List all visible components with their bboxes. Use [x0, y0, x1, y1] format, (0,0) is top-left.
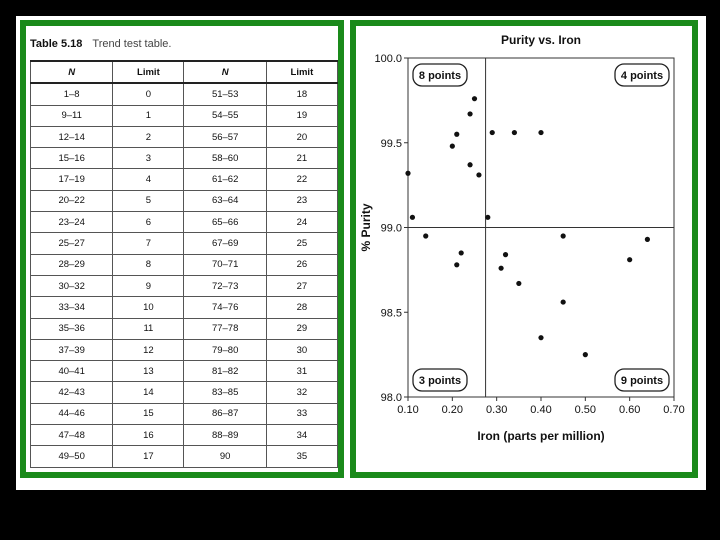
data-point — [561, 299, 566, 304]
data-point — [454, 132, 459, 137]
table-row — [31, 275, 338, 296]
data-point — [645, 237, 650, 242]
cell-n-1: 49–50 — [31, 446, 113, 467]
trend-test-table — [30, 60, 338, 468]
cell-limit-1: 17 — [113, 446, 184, 467]
cell-n-1: 15–16 — [31, 148, 113, 169]
cell-n-1: 17–19 — [31, 169, 113, 190]
cell-limit-1: 0 — [113, 83, 184, 105]
cell-limit-1: 11 — [113, 318, 184, 339]
y-axis-label: % Purity — [359, 203, 373, 252]
y-tick-label: 99.5 — [380, 137, 402, 150]
table-row — [31, 361, 338, 382]
cell-limit-2: 22 — [266, 169, 337, 190]
x-tick-label: 0.10 — [397, 404, 419, 416]
cell-limit-1: 7 — [113, 233, 184, 254]
cell-limit-1: 1 — [113, 105, 184, 126]
cell-n-1: 12–14 — [31, 126, 113, 147]
header-n-2: N — [184, 61, 266, 83]
cell-n-1: 35–36 — [31, 318, 113, 339]
cell-limit-1: 4 — [113, 169, 184, 190]
data-point — [499, 266, 504, 271]
header-n-1: N — [31, 61, 113, 83]
header-limit-2: Limit — [266, 61, 337, 83]
table-row — [31, 339, 338, 360]
cell-n-1: 47–48 — [31, 425, 113, 446]
y-tick-label: 99.0 — [380, 222, 402, 235]
cell-limit-1: 8 — [113, 254, 184, 275]
data-point — [561, 233, 566, 238]
table-row — [31, 403, 338, 424]
data-point — [405, 171, 410, 176]
cell-n-1: 9–11 — [31, 105, 113, 126]
data-point — [454, 262, 459, 267]
cell-n-2: 61–62 — [184, 169, 266, 190]
cell-n-1: 1–8 — [31, 83, 113, 105]
cell-limit-1: 16 — [113, 425, 184, 446]
cell-n-2: 81–82 — [184, 361, 266, 382]
table-row — [31, 169, 338, 190]
cell-n-2: 65–66 — [184, 212, 266, 233]
x-tick-label: 0.50 — [574, 404, 597, 416]
x-tick-label: 0.70 — [663, 404, 685, 416]
table-caption — [30, 38, 171, 50]
cell-limit-2: 32 — [266, 382, 337, 403]
cell-limit-2: 27 — [266, 275, 337, 296]
purity-vs-iron-chart — [356, 26, 692, 472]
y-tick-label: 98.5 — [380, 307, 402, 320]
cell-limit-1: 2 — [113, 126, 184, 147]
table-header-row — [31, 61, 338, 83]
table-caption-text: Trend test table. — [92, 38, 172, 50]
header-limit-1: Limit — [113, 61, 184, 83]
chart-title: Purity vs. Iron — [500, 33, 582, 47]
cell-n-2: 90 — [184, 446, 266, 467]
cell-limit-2: 18 — [266, 83, 337, 105]
y-tick-label: 100.0 — [374, 53, 402, 65]
x-tick-label: 0.20 — [441, 404, 464, 416]
cell-limit-2: 34 — [266, 425, 337, 446]
quadrant-label-top-left: 8 points — [418, 70, 462, 82]
data-point — [467, 162, 472, 167]
cell-limit-1: 15 — [113, 403, 184, 424]
cell-limit-2: 24 — [266, 212, 337, 233]
cell-n-1: 33–34 — [31, 297, 113, 318]
data-point — [450, 144, 455, 149]
cell-limit-2: 29 — [266, 318, 337, 339]
table-caption-number: Table 5.18 — [30, 38, 83, 50]
x-tick-label: 0.40 — [530, 404, 552, 416]
cell-n-1: 20–22 — [31, 190, 113, 211]
cell-n-2: 86–87 — [184, 403, 266, 424]
data-point — [490, 130, 495, 135]
cell-n-1: 42–43 — [31, 382, 113, 403]
cell-limit-1: 14 — [113, 382, 184, 403]
table-row — [31, 83, 338, 105]
table-row — [31, 446, 338, 467]
data-point — [410, 215, 415, 220]
cell-limit-1: 5 — [113, 190, 184, 211]
data-point — [516, 281, 521, 286]
cell-limit-2: 26 — [266, 254, 337, 275]
cell-limit-2: 35 — [266, 446, 337, 467]
cell-limit-2: 31 — [266, 361, 337, 382]
cell-limit-2: 23 — [266, 190, 337, 211]
cell-n-1: 28–29 — [31, 254, 113, 275]
cell-n-2: 77–78 — [184, 318, 266, 339]
y-tick-label: 98.0 — [380, 392, 402, 404]
cell-limit-1: 12 — [113, 339, 184, 360]
cell-n-2: 88–89 — [184, 425, 266, 446]
cell-n-2: 51–53 — [184, 83, 266, 105]
table-row — [31, 212, 338, 233]
cell-limit-1: 10 — [113, 297, 184, 318]
cell-n-2: 56–57 — [184, 126, 266, 147]
table-row — [31, 382, 338, 403]
cell-limit-2: 20 — [266, 126, 337, 147]
data-point — [503, 252, 508, 257]
table-row — [31, 425, 338, 446]
cell-limit-1: 6 — [113, 212, 184, 233]
x-tick-label: 0.60 — [618, 404, 641, 416]
data-point — [459, 250, 464, 255]
cell-n-1: 23–24 — [31, 212, 113, 233]
x-tick-label: 0.30 — [485, 404, 508, 416]
scatter-chart-panel — [350, 20, 698, 478]
cell-n-2: 70–71 — [184, 254, 266, 275]
cell-n-2: 58–60 — [184, 148, 266, 169]
cell-limit-1: 3 — [113, 148, 184, 169]
table-row — [31, 233, 338, 254]
cell-n-1: 30–32 — [31, 275, 113, 296]
data-point — [485, 215, 490, 220]
cell-n-1: 37–39 — [31, 339, 113, 360]
cell-n-2: 72–73 — [184, 275, 266, 296]
table-row — [31, 318, 338, 339]
x-axis-label: Iron (parts per million) — [477, 429, 605, 443]
cell-limit-2: 28 — [266, 297, 337, 318]
table-row — [31, 254, 338, 275]
data-point — [467, 111, 472, 116]
cell-n-2: 63–64 — [184, 190, 266, 211]
cell-limit-1: 13 — [113, 361, 184, 382]
quadrant-label-bottom-right: 9 points — [620, 375, 664, 387]
cell-limit-2: 33 — [266, 403, 337, 424]
cell-limit-2: 19 — [266, 105, 337, 126]
cell-limit-2: 25 — [266, 233, 337, 254]
cell-n-1: 40–41 — [31, 361, 113, 382]
data-point — [423, 233, 428, 238]
table-row — [31, 297, 338, 318]
cell-n-2: 54–55 — [184, 105, 266, 126]
table-row — [31, 105, 338, 126]
quadrant-label-top-right: 4 points — [620, 70, 664, 82]
table-row — [31, 148, 338, 169]
cell-n-2: 74–76 — [184, 297, 266, 318]
cell-limit-2: 21 — [266, 148, 337, 169]
data-point — [512, 130, 517, 135]
cell-n-2: 83–85 — [184, 382, 266, 403]
table-row — [31, 126, 338, 147]
data-point — [583, 352, 588, 357]
cell-limit-1: 9 — [113, 275, 184, 296]
quadrant-label-bottom-left: 3 points — [418, 375, 462, 387]
table-body — [31, 83, 338, 467]
cell-n-1: 25–27 — [31, 233, 113, 254]
data-point — [472, 96, 477, 101]
data-point — [476, 172, 481, 177]
data-point — [627, 257, 632, 262]
data-point — [538, 130, 543, 135]
cell-n-1: 44–46 — [31, 403, 113, 424]
table-row — [31, 190, 338, 211]
trend-table-panel — [20, 20, 344, 478]
data-point — [538, 335, 543, 340]
cell-limit-2: 30 — [266, 339, 337, 360]
cell-n-2: 67–69 — [184, 233, 266, 254]
cell-n-2: 79–80 — [184, 339, 266, 360]
